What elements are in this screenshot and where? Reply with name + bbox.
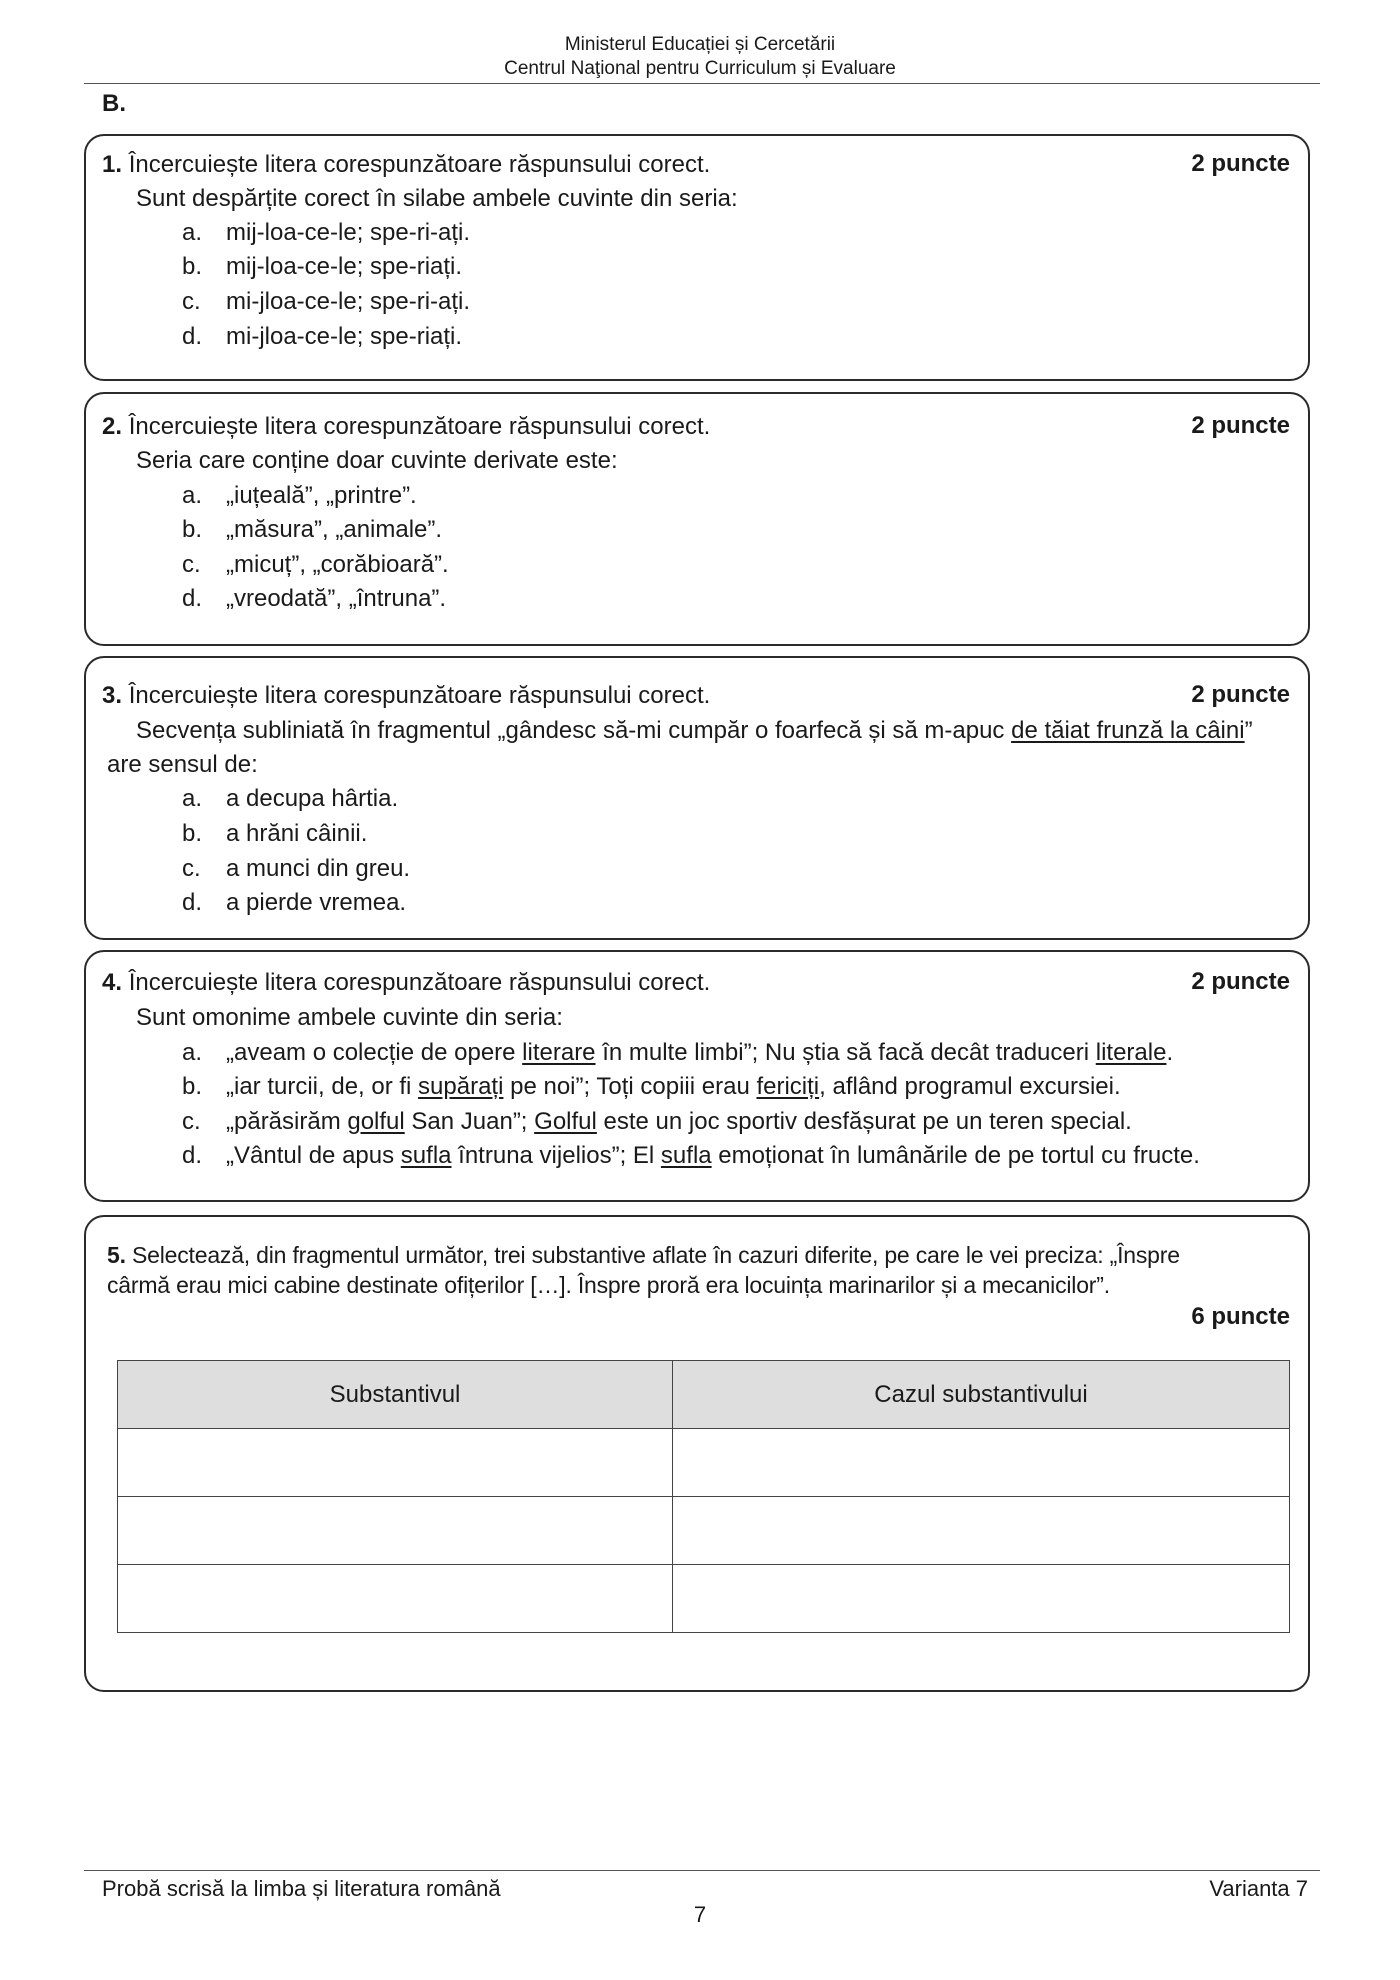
option-text: .: [1166, 1039, 1174, 1066]
column-header-case: Cazul substantivului: [673, 1361, 1290, 1429]
question-1-points: 2 puncte: [1191, 150, 1290, 177]
question-4-instruction: Încercuiește litera corespunzătoare răspunsului corect.: [128, 969, 711, 996]
underlined-sequence: de tăiat frunză la câini: [1011, 717, 1245, 744]
option-text: „vreodată”, „întruna”.: [226, 585, 447, 612]
footer-divider: [84, 1870, 1320, 1871]
question-5-text-line1: [107, 1240, 1180, 1270]
option-text: mij-loa-ce-le; spe-riați.: [226, 253, 463, 280]
question-2-prompt: Seria care conține doar cuvinte derivate este:: [136, 447, 618, 474]
underlined-word: sufla: [400, 1142, 452, 1169]
question-2-instruction: Încercuiește litera corespunzătoare răspunsului corect.: [128, 413, 711, 440]
answer-table-header-row: [118, 1361, 1290, 1429]
option-text: a pierde vremea.: [226, 889, 407, 916]
question-4-option-d[interactable]: [182, 1141, 1200, 1171]
option-letter: c.: [182, 288, 201, 315]
noun-cell[interactable]: [118, 1497, 673, 1565]
option-text: a hrăni câinii.: [226, 820, 368, 847]
noun-cell[interactable]: [118, 1429, 673, 1497]
option-letter: a.: [182, 482, 203, 509]
page-number: 7: [693, 1902, 707, 1927]
option-text: mi-jloa-ce-le; spe-riați.: [226, 323, 463, 350]
option-text: mi-jloa-ce-le; spe-ri-ați.: [226, 288, 471, 315]
question-5-points: 6 puncte: [1191, 1303, 1290, 1330]
question-4-prompt: Sunt omonime ambele cuvinte din seria:: [136, 1004, 563, 1031]
option-letter: c.: [182, 855, 201, 882]
option-text: „părăsirăm: [226, 1108, 348, 1135]
question-2-points: 2 puncte: [1191, 412, 1290, 439]
question-1-instruction-line: [102, 150, 710, 180]
option-letter: d.: [182, 889, 203, 916]
prompt-text: Secvența subliniată în fragmentul „gândesc să-mi cumpăr o foarfecă și să m-apuc: [136, 717, 1012, 744]
table-row: [118, 1565, 1290, 1633]
option-letter: b.: [182, 820, 203, 847]
header-center: Centrul Naţional pentru Curriculum și Evaluare: [504, 58, 896, 79]
question-4-number: 4.: [102, 969, 123, 996]
question-2-option-c[interactable]: [182, 550, 449, 580]
footer-variant: Varianta 7: [1209, 1876, 1308, 1901]
option-letter: c.: [182, 551, 201, 578]
option-letter: d.: [182, 1142, 203, 1169]
option-letter: b.: [182, 1073, 203, 1100]
section-label: B.: [102, 90, 126, 117]
option-text: a munci din greu.: [226, 855, 411, 882]
question-2-option-a[interactable]: [182, 481, 417, 511]
noun-cell[interactable]: [118, 1565, 673, 1633]
table-row: [118, 1429, 1290, 1497]
option-text: „iar turcii, de, or fi: [226, 1073, 419, 1100]
option-letter: d.: [182, 323, 203, 350]
option-text: „micuț”, „corăbioară”.: [226, 551, 449, 578]
table-row: [118, 1497, 1290, 1565]
option-text: în multe limbi”; Nu știa să facă decât traduceri: [595, 1039, 1096, 1066]
option-letter: c.: [182, 1108, 201, 1135]
option-text: mij-loa-ce-le; spe-ri-ați.: [226, 219, 471, 246]
option-text: „măsura”, „animale”.: [226, 516, 443, 543]
header-ministry: Ministerul Educației și Cercetării: [564, 34, 836, 55]
option-letter: a.: [182, 1039, 203, 1066]
footer-exam-title: Probă scrisă la limba și literatura română: [102, 1876, 501, 1901]
question-1-prompt: Sunt despărțite corect în silabe ambele cuvinte din seria:: [136, 185, 738, 212]
column-header-noun: Substantivul: [118, 1361, 673, 1429]
question-3-number: 3.: [102, 682, 123, 709]
question-1-option-d[interactable]: [182, 322, 462, 352]
option-letter: d.: [182, 585, 203, 612]
question-1-option-c[interactable]: [182, 287, 470, 317]
option-letter: b.: [182, 253, 203, 280]
question-3-option-c[interactable]: [182, 854, 410, 884]
question-1-option-a[interactable]: [182, 218, 470, 248]
option-text: este un joc sportiv desfășurat pe un teren special.: [596, 1108, 1132, 1135]
underlined-word: literale: [1095, 1039, 1167, 1066]
option-text: „aveam o colecție de opere: [226, 1039, 523, 1066]
question-5-number: 5.: [107, 1242, 126, 1268]
option-text: emoționat în lumânările de pe tortul cu fructe.: [711, 1142, 1200, 1169]
option-letter: b.: [182, 516, 203, 543]
question-3-option-d[interactable]: [182, 888, 406, 918]
underlined-word: supărați: [418, 1073, 504, 1100]
question-3-prompt-continuation: are sensul de:: [107, 751, 258, 778]
question-2-number: 2.: [102, 413, 123, 440]
underlined-word: sufla: [660, 1142, 712, 1169]
question-1-number: 1.: [102, 151, 123, 178]
question-5-text-line2: cârmă erau mici cabine destinate ofițerilor […]. Înspre proră era locuința marinarilor și a mecanicilor”.: [107, 1272, 1110, 1298]
underlined-word: fericiți: [756, 1073, 820, 1100]
question-1-option-b[interactable]: [182, 252, 462, 282]
question-4-option-c[interactable]: [182, 1107, 1132, 1137]
option-text: „iuțeală”, „printre”.: [226, 482, 417, 509]
question-2-instruction-line: [102, 412, 710, 442]
question-3-option-a[interactable]: [182, 784, 398, 814]
question-3-points: 2 puncte: [1191, 681, 1290, 708]
option-text: San Juan”;: [404, 1108, 535, 1135]
option-letter: a.: [182, 219, 203, 246]
header-divider: [84, 83, 1320, 84]
option-text: întruna vijelios”; El: [451, 1142, 661, 1169]
question-4-instruction-line: [102, 968, 710, 998]
option-text: , aflând programul excursiei.: [819, 1073, 1121, 1100]
underlined-word: golful: [347, 1108, 405, 1135]
question-1-instruction: Încercuiește litera corespunzătoare răspunsului corect.: [128, 151, 711, 178]
option-text: „Vântul de apus: [226, 1142, 401, 1169]
underlined-word: Golful: [534, 1108, 597, 1135]
underlined-word: literare: [522, 1039, 596, 1066]
question-5-text: Selectează, din fragmentul următor, trei substantive aflate în cazuri diferite, pe care le vei preciza: „Înspre: [132, 1242, 1180, 1268]
case-cell[interactable]: [673, 1429, 1290, 1497]
answer-table: [117, 1360, 1290, 1633]
question-4-option-b[interactable]: [182, 1072, 1121, 1102]
case-cell[interactable]: [673, 1565, 1290, 1633]
question-3-instruction: Încercuiește litera corespunzătoare răspunsului corect.: [128, 682, 711, 709]
option-text: a decupa hârtia.: [226, 785, 399, 812]
question-3-instruction-line: [102, 681, 710, 711]
prompt-text-end: ”: [1244, 717, 1253, 744]
question-4-option-a[interactable]: [182, 1038, 1173, 1068]
option-letter: a.: [182, 785, 203, 812]
question-3-option-b[interactable]: [182, 819, 367, 849]
question-2-option-b[interactable]: [182, 515, 442, 545]
question-2-option-d[interactable]: [182, 584, 446, 614]
question-4-points: 2 puncte: [1191, 968, 1290, 995]
question-3-prompt: [136, 716, 1253, 746]
option-text: pe noi”; Toți copiii erau: [503, 1073, 757, 1100]
case-cell[interactable]: [673, 1497, 1290, 1565]
